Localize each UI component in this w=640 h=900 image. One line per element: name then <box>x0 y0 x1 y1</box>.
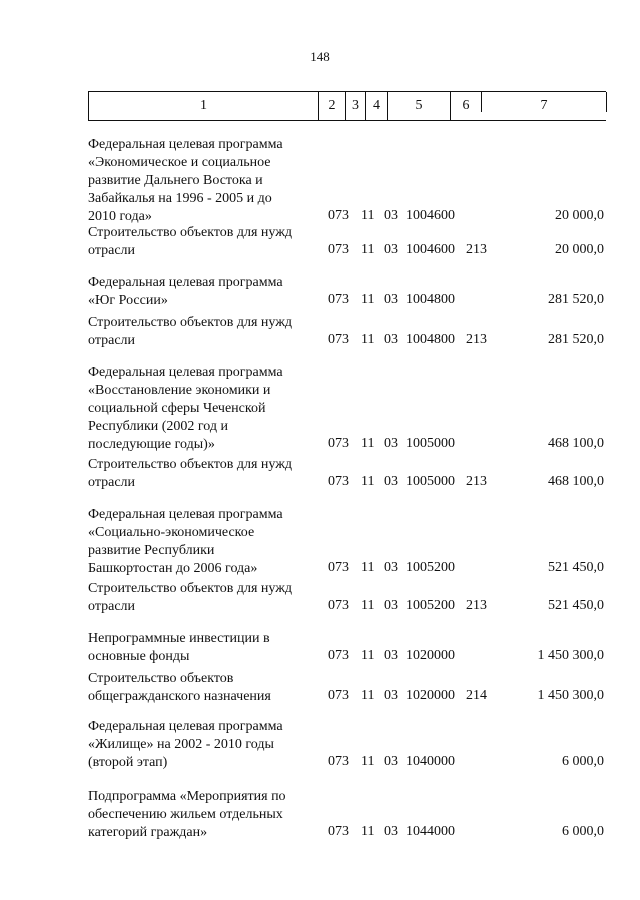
ministry-code: 073 <box>328 560 349 575</box>
header-col-7: 7 <box>481 92 607 112</box>
description-line: Федеральная целевая программа <box>88 719 283 734</box>
amount-value: 281 520,0 <box>548 292 604 307</box>
description-line: «Восстановление экономики и <box>88 383 271 398</box>
ministry-code: 073 <box>328 648 349 663</box>
description-line: Непрограммные инвестиции в <box>88 631 270 646</box>
subsection-code: 03 <box>384 292 398 307</box>
description-line: Забайкалья на 1996 - 2005 и до <box>88 191 272 206</box>
expense-type-code: 213 <box>466 598 487 613</box>
target-article-code: 1005200 <box>406 598 455 613</box>
description-line: «Экономическое и социальное <box>88 155 271 170</box>
subsection-code: 03 <box>384 332 398 347</box>
amount-value: 468 100,0 <box>548 474 604 489</box>
description-line: «Жилище» на 2002 - 2010 годы <box>88 737 274 752</box>
description-line: Строительство объектов для нужд <box>88 457 293 472</box>
expense-type-code: 213 <box>466 474 487 489</box>
section-code: 11 <box>361 598 375 613</box>
description-line: общегражданского назначения <box>88 689 271 704</box>
page-number: 148 <box>310 49 330 64</box>
description-line: развитие Республики <box>88 543 215 558</box>
section-code: 11 <box>361 824 375 839</box>
description-line: отрасли <box>88 243 136 258</box>
target-article-code: 1004600 <box>406 242 455 257</box>
description-line: Подпрограмма «Мероприятия по <box>88 789 286 804</box>
amount-value: 468 100,0 <box>548 436 604 451</box>
ministry-code: 073 <box>328 436 349 451</box>
header-col-1: 1 <box>200 98 207 113</box>
row-description <box>88 580 320 616</box>
header-col-4: 4 <box>365 92 387 120</box>
subsection-code: 03 <box>384 754 398 769</box>
description-line: Республики (2002 год и <box>88 419 228 434</box>
description-line: Федеральная целевая программа <box>88 507 283 522</box>
target-article-code: 1004800 <box>406 332 455 347</box>
subsection-code: 03 <box>384 208 398 223</box>
table-header <box>88 91 606 121</box>
row-description <box>88 274 320 310</box>
description-line: «Социально-экономическое <box>88 525 255 540</box>
section-code: 11 <box>361 688 375 703</box>
row-description <box>88 136 320 226</box>
section-code: 11 <box>361 648 375 663</box>
row-description <box>88 364 320 454</box>
ministry-code: 073 <box>328 332 349 347</box>
description-line: отрасли <box>88 599 136 614</box>
header-col-3: 3 <box>345 92 365 120</box>
subsection-code: 03 <box>384 242 398 257</box>
description-line: «Юг России» <box>88 293 168 308</box>
row-description <box>88 718 320 772</box>
description-line: (второй этап) <box>88 755 168 770</box>
subsection-code: 03 <box>384 598 398 613</box>
target-article-code: 1040000 <box>406 754 455 769</box>
ministry-code: 073 <box>328 474 349 489</box>
ministry-code: 073 <box>328 292 349 307</box>
row-description <box>88 788 320 842</box>
ministry-code: 073 <box>328 598 349 613</box>
description-line: 2010 года» <box>88 209 152 224</box>
section-code: 11 <box>361 242 375 257</box>
amount-value: 6 000,0 <box>562 754 604 769</box>
subsection-code: 03 <box>384 824 398 839</box>
amount-value: 1 450 300,0 <box>537 648 604 663</box>
description-line: основные фонды <box>88 649 190 664</box>
description-line: Башкортостан до 2006 года» <box>88 561 258 576</box>
amount-value: 20 000,0 <box>555 242 604 257</box>
description-line: Строительство объектов <box>88 671 234 686</box>
description-line: социальной сферы Чеченской <box>88 401 266 416</box>
header-col-5: 5 <box>387 92 450 120</box>
section-code: 11 <box>361 474 375 489</box>
section-code: 11 <box>361 754 375 769</box>
ministry-code: 073 <box>328 688 349 703</box>
description-line: отрасли <box>88 475 136 490</box>
description-line: Строительство объектов для нужд <box>88 315 293 330</box>
target-article-code: 1004800 <box>406 292 455 307</box>
description-line: Федеральная целевая программа <box>88 137 283 152</box>
subsection-code: 03 <box>384 436 398 451</box>
target-article-code: 1004600 <box>406 208 455 223</box>
target-article-code: 1020000 <box>406 688 455 703</box>
description-line: категорий граждан» <box>88 825 208 840</box>
target-article-code: 1005200 <box>406 560 455 575</box>
section-code: 11 <box>361 332 375 347</box>
header-col-2: 2 <box>318 92 345 120</box>
description-line: обеспечению жильем отдельных <box>88 807 283 822</box>
section-code: 11 <box>361 292 375 307</box>
amount-value: 1 450 300,0 <box>537 688 604 703</box>
ministry-code: 073 <box>328 824 349 839</box>
target-article-code: 1005000 <box>406 474 455 489</box>
header-col-6: 6 <box>450 92 481 120</box>
description-line: Федеральная целевая программа <box>88 275 283 290</box>
expense-type-code: 213 <box>466 242 487 257</box>
ministry-code: 073 <box>328 208 349 223</box>
amount-value: 6 000,0 <box>562 824 604 839</box>
row-description <box>88 630 320 666</box>
target-article-code: 1020000 <box>406 648 455 663</box>
section-code: 11 <box>361 560 375 575</box>
subsection-code: 03 <box>384 474 398 489</box>
subsection-code: 03 <box>384 688 398 703</box>
amount-value: 281 520,0 <box>548 332 604 347</box>
description-line: отрасли <box>88 333 136 348</box>
section-code: 11 <box>361 436 375 451</box>
row-description <box>88 506 320 578</box>
amount-value: 521 450,0 <box>548 598 604 613</box>
description-line: Строительство объектов для нужд <box>88 225 293 240</box>
amount-value: 521 450,0 <box>548 560 604 575</box>
expense-type-code: 214 <box>466 688 487 703</box>
row-description <box>88 456 320 492</box>
row-description <box>88 224 320 260</box>
description-line: развитие Дальнего Востока и <box>88 173 263 188</box>
subsection-code: 03 <box>384 648 398 663</box>
row-description <box>88 670 320 706</box>
ministry-code: 073 <box>328 242 349 257</box>
amount-value: 20 000,0 <box>555 208 604 223</box>
description-line: Строительство объектов для нужд <box>88 581 293 596</box>
ministry-code: 073 <box>328 754 349 769</box>
target-article-code: 1044000 <box>406 824 455 839</box>
subsection-code: 03 <box>384 560 398 575</box>
section-code: 11 <box>361 208 375 223</box>
description-line: последующие годы)» <box>88 437 215 452</box>
description-line: Федеральная целевая программа <box>88 365 283 380</box>
expense-type-code: 213 <box>466 332 487 347</box>
target-article-code: 1005000 <box>406 436 455 451</box>
row-description <box>88 314 320 350</box>
